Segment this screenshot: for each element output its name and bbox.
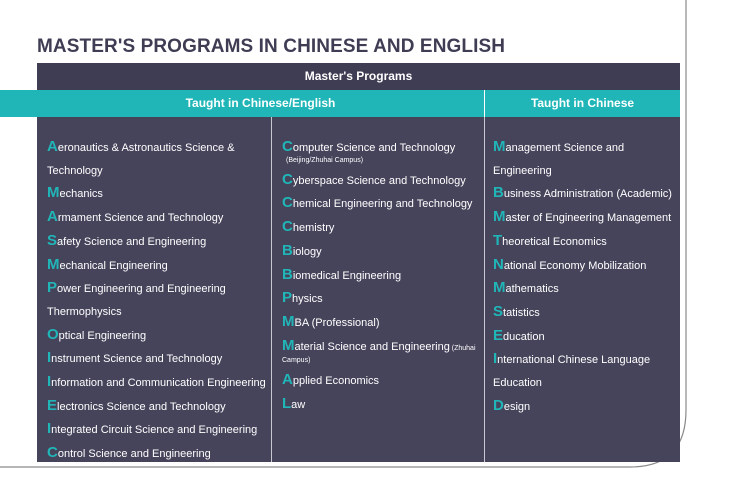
program-name: ducation [503, 330, 545, 343]
program-initial: L [282, 395, 292, 413]
program-item [282, 369, 482, 393]
program-initial: M [47, 184, 60, 202]
program-initial: M [493, 138, 506, 155]
column-divider-2 [484, 117, 485, 462]
program-item [493, 277, 679, 301]
program-initial: D [493, 396, 504, 414]
program-name: echanics [59, 188, 103, 201]
program-name: rmament Science and Technology [57, 212, 224, 225]
program-item [493, 230, 679, 254]
program-name: athematics [505, 283, 559, 296]
program-item [493, 301, 679, 325]
program-name: heoretical Economics [502, 235, 607, 248]
program-item [282, 393, 482, 417]
table-header: Master's Programs [37, 63, 680, 90]
program-name: omputer Science and Technology [292, 142, 456, 154]
program-item [493, 372, 679, 395]
program-name: BA (Professional) [294, 316, 380, 329]
program-item [47, 442, 269, 466]
program-name: ontrol Science and Engineering [57, 448, 211, 461]
program-item [47, 347, 269, 371]
program-name: hemistry [292, 222, 335, 235]
program-item [493, 136, 679, 160]
program-initial: M [493, 279, 506, 297]
program-initial: M [282, 336, 295, 354]
program-name: Education [493, 377, 542, 390]
program-name: Thermophysics [47, 305, 122, 318]
program-initial: I [47, 373, 52, 391]
program-item [493, 254, 679, 278]
program-name: anagement Science and [505, 142, 625, 154]
program-initial: C [282, 194, 293, 212]
program-name: pplied Economics [292, 375, 380, 388]
program-initial: N [493, 255, 504, 273]
program-item [47, 277, 269, 301]
program-name: lectronics Science and Technology [57, 400, 226, 413]
program-item [282, 240, 482, 264]
program-name: afety Science and Engineering [57, 235, 207, 248]
program-item [282, 335, 482, 361]
program-initial: C [282, 218, 293, 236]
program-initial: M [493, 208, 506, 226]
subheader-chinese: Taught in Chinese [530, 96, 635, 110]
program-name: usiness Administration (Academic) [503, 188, 672, 201]
program-initial: S [47, 231, 58, 249]
program-name: Engineering [493, 164, 552, 177]
program-item [493, 206, 679, 230]
program-note: (Zhuhai [449, 344, 476, 352]
program-item [47, 254, 269, 278]
program-item [493, 160, 679, 183]
program-item [47, 160, 269, 183]
program-name: aw [291, 399, 306, 412]
program-item [282, 311, 482, 335]
program-name: nformation and Communication Engineering [51, 377, 266, 390]
program-name: esign [503, 400, 531, 413]
program-name: ower Engineering and Engineering [57, 283, 226, 296]
program-initial: I [493, 350, 498, 368]
program-initial: C [282, 170, 293, 188]
program-name: ntegrated Circuit Science and Engineering [51, 424, 258, 437]
program-initial: T [493, 231, 503, 249]
program-item [47, 418, 269, 442]
program-item [282, 216, 482, 240]
program-initial: I [47, 420, 52, 438]
program-name: iology [292, 245, 322, 258]
program-name: nstrument Science and Technology [51, 353, 223, 366]
program-item [282, 192, 482, 216]
program-name: Technology [47, 164, 103, 177]
program-name: yberspace Science and Technology [292, 174, 466, 187]
program-name: echanical Engineering [59, 259, 168, 272]
program-item [47, 301, 269, 324]
program-name: eronautics & Astronautics Science & [57, 142, 235, 154]
program-initial: I [47, 349, 52, 367]
program-item [493, 395, 679, 419]
program-item [47, 206, 269, 230]
program-initial: A [282, 371, 293, 389]
program-initial: C [47, 444, 58, 462]
program-name: hemical Engineering and Technology [292, 198, 473, 211]
program-initial: C [282, 138, 293, 155]
program-initial: E [47, 396, 58, 414]
program-name: nternational Chinese Language [497, 354, 651, 367]
program-name: aster of Engineering Management [505, 212, 672, 225]
program-item [493, 348, 679, 372]
program-note: Campus) [282, 357, 311, 365]
program-item [282, 264, 482, 288]
program-list-col1 [47, 136, 269, 466]
program-item [47, 371, 269, 395]
program-item [493, 325, 679, 349]
program-name: ational Economy Mobilization [503, 259, 647, 272]
program-name: aterial Science and Engineering [294, 340, 450, 353]
program-initial: S [493, 302, 504, 320]
column-divider-1 [271, 117, 272, 462]
program-initial: B [493, 184, 504, 202]
program-item [47, 136, 269, 160]
subheader-chinese-english: Taught in Chinese/English [185, 96, 336, 110]
program-initial: A [47, 138, 58, 155]
program-initial: O [47, 325, 59, 343]
program-initial: P [282, 289, 293, 307]
program-item [282, 287, 482, 311]
program-name: ptical Engineering [58, 329, 147, 342]
program-initial: A [47, 208, 58, 226]
program-initial: B [282, 265, 293, 283]
program-initial: M [47, 255, 60, 273]
program-name: tatistics [503, 306, 540, 319]
program-note: (Beijing/Zhuhai Campus) [286, 156, 364, 164]
program-list-col3 [493, 136, 679, 418]
program-list-col2 [282, 136, 482, 417]
program-name: hysics [292, 293, 323, 306]
program-item [493, 182, 679, 206]
page-title: MASTER'S PROGRAMS IN CHINESE AND ENGLISH [37, 36, 506, 57]
program-item [47, 395, 269, 419]
program-initial: P [47, 279, 58, 297]
program-item [47, 230, 269, 254]
program-name: iomedical Engineering [292, 269, 402, 282]
program-item [282, 169, 482, 193]
program-item [47, 182, 269, 206]
program-initial: E [493, 326, 504, 344]
program-item [47, 324, 269, 348]
program-initial: B [282, 241, 293, 259]
program-initial: M [282, 312, 295, 330]
